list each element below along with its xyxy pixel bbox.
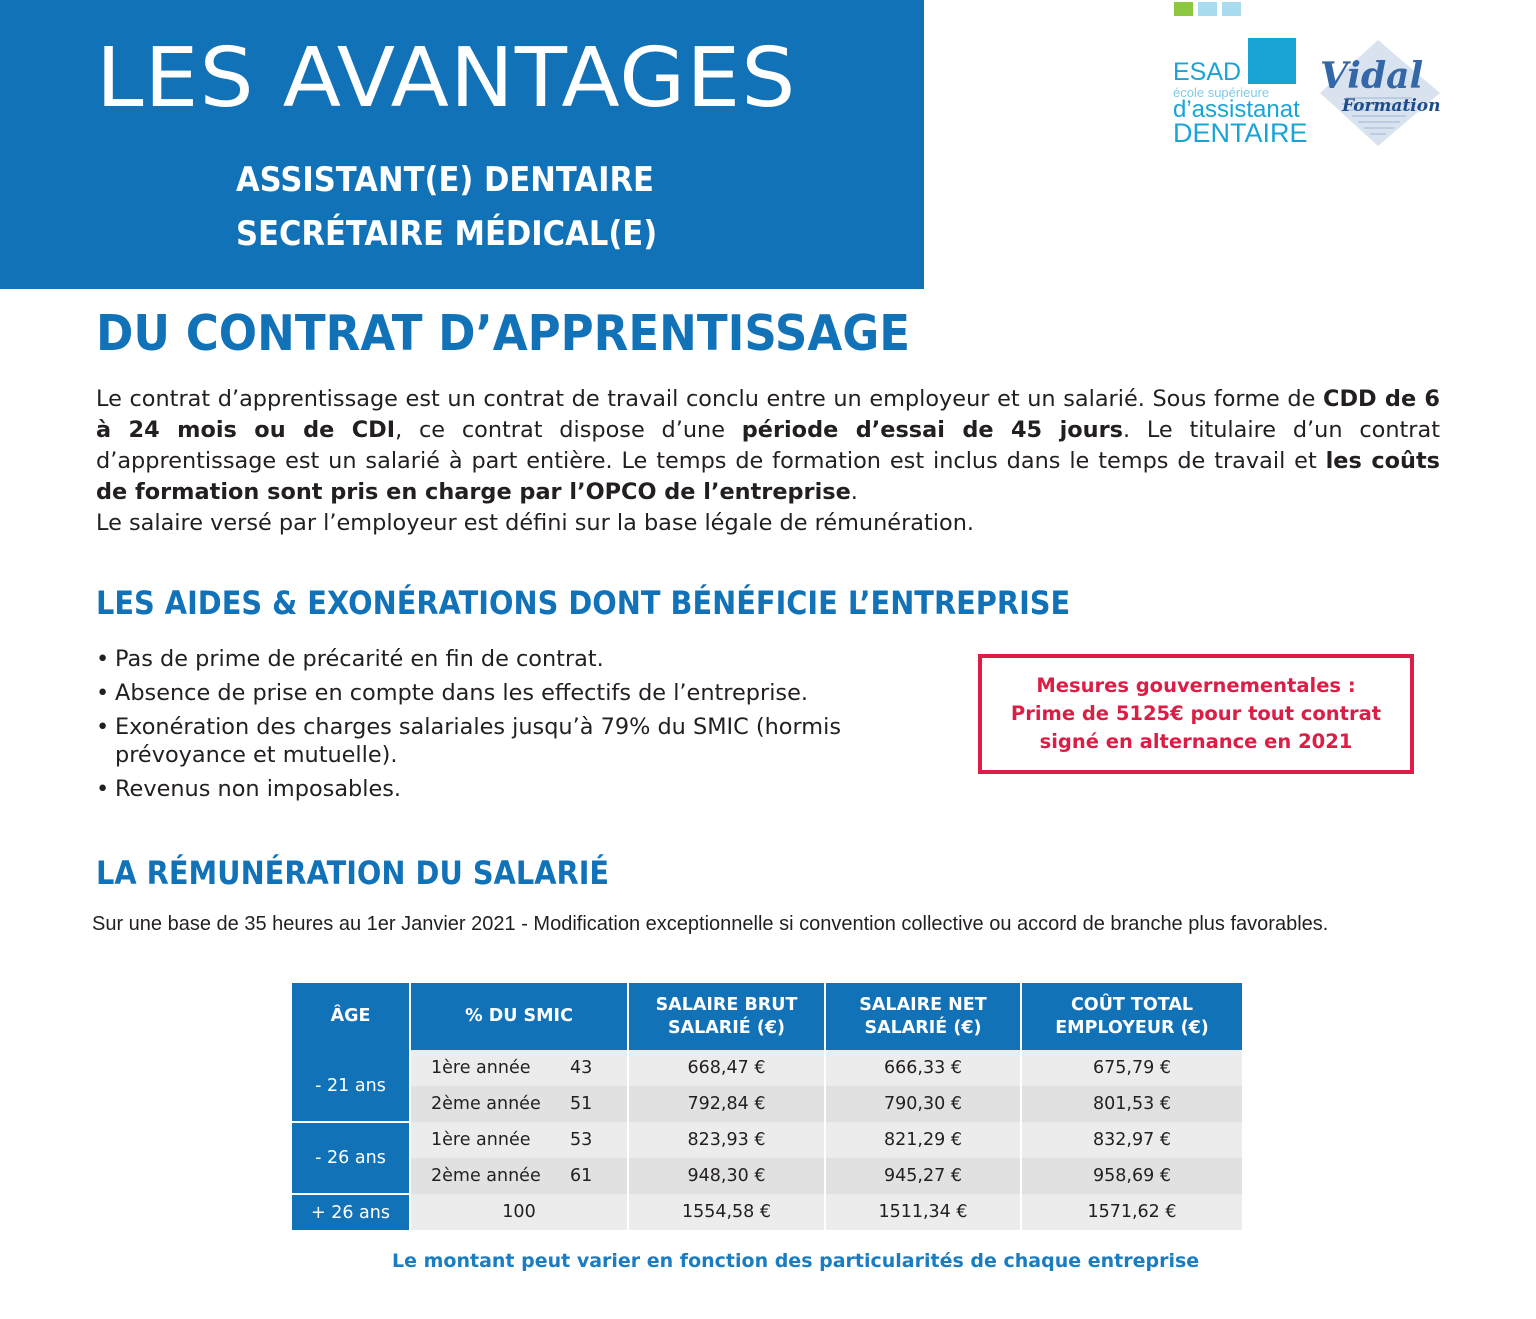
- pct-cell: 61: [550, 1158, 628, 1194]
- brut-cell: 1554,58 €: [628, 1194, 825, 1230]
- vidal-formation-logo: [1316, 38, 1446, 148]
- salary-footnote: Le montant peut varier en fonction des particularités de chaque entreprise: [392, 1250, 1200, 1272]
- intro-text-1: Le contrat d’apprentissage est un contrat de travail conclu entre un employeur et un salarié. Sous forme de: [96, 386, 1324, 412]
- list-item: • Pas de prime de précarité en fin de contrat.: [96, 645, 936, 673]
- vidal-logo-sub: Formation: [1342, 96, 1441, 116]
- header-cout-total: COÛT TOTAL EMPLOYEUR (€): [1021, 983, 1242, 1050]
- age-cell: - 26 ans: [292, 1122, 410, 1194]
- net-cell: 790,30 €: [825, 1086, 1021, 1122]
- intro-paragraph: [96, 384, 1440, 539]
- brut-cell: 948,30 €: [628, 1158, 825, 1194]
- brut-cell: 823,93 €: [628, 1122, 825, 1158]
- intro-bold-training-costs: les coûts de formation sont pris en charge par l’OPCO de l’entreprise: [96, 448, 1440, 505]
- esad-square-green: [1174, 2, 1193, 16]
- year-cell: 1ère année: [410, 1050, 550, 1086]
- banner-title: LES AVANTAGES: [96, 31, 797, 126]
- remuneration-subnote: Sur une base de 35 heures au 1er Janvier 2021 - Modification exceptionnelle si convention collective ou accord de branche plus favorables.: [92, 913, 1329, 935]
- header-salaire-net: SALAIRE NET SALARIÉ (€): [825, 983, 1021, 1050]
- esad-logo-name: ESAD: [1173, 58, 1242, 86]
- age-cell: + 26 ans: [292, 1194, 410, 1230]
- intro-bold-trial-period: période d’essai de 45 jours: [741, 417, 1123, 443]
- list-item: • Exonération des charges salariales jusqu’à 79% du SMIC (hormis prévoyance et mutuelle).: [96, 713, 936, 769]
- banner-subtitle-assistant: ASSISTANT(E) DENTAIRE: [236, 160, 654, 200]
- brut-cell: 792,84 €: [628, 1086, 825, 1122]
- intro-text-salary: Le salaire versé par l’employeur est défini sur la base légale de rémunération.: [96, 510, 975, 536]
- aides-heading: LES AIDES & EXONÉRATIONS DONT BÉNÉFICIE L’ENTREPRISE: [96, 584, 1071, 622]
- intro-text-3: . Le titulaire d’un contrat d’apprentissage est un salarié à part entière. Le temps de formation est inclus dans le temps de travail et: [96, 417, 1441, 474]
- esad-logo-line2: d’assistanat: [1173, 96, 1300, 123]
- net-cell: 821,29 €: [825, 1122, 1021, 1158]
- cout-cell: 958,69 €: [1021, 1158, 1242, 1194]
- cout-cell: 675,79 €: [1021, 1050, 1242, 1086]
- salary-table: [292, 983, 1242, 1230]
- pct-cell: 51: [550, 1086, 628, 1122]
- pct-cell: 100: [410, 1194, 628, 1230]
- vidal-logo-name: Vidal: [1320, 55, 1424, 97]
- aides-list: [96, 645, 936, 809]
- header-banner: [0, 0, 924, 289]
- esad-square-light: [1198, 2, 1217, 16]
- year-cell: 1ère année: [410, 1122, 550, 1158]
- table-header-row: [292, 983, 1242, 1050]
- intro-text-2: , ce contrat dispose d’une: [395, 417, 742, 443]
- banner-subtitle-secretaire: SECRÉTAIRE MÉDICAL(E): [236, 214, 658, 254]
- header-smic: % DU SMIC: [410, 983, 628, 1050]
- table-row: [292, 1194, 1242, 1230]
- net-cell: 945,27 €: [825, 1158, 1021, 1194]
- cout-cell: 1571,62 €: [1021, 1194, 1242, 1230]
- esad-logo-line1: école supérieure: [1173, 85, 1270, 100]
- cout-cell: 801,53 €: [1021, 1086, 1242, 1122]
- esad-square-light-2: [1222, 2, 1241, 16]
- intro-bold-contract-type: CDD de 6 à 24 mois ou de CDI: [96, 386, 1440, 443]
- table-row: [292, 1158, 1242, 1194]
- table-row: [292, 1050, 1242, 1086]
- table-row: [292, 1086, 1242, 1122]
- table-row: [292, 1122, 1242, 1158]
- intro-text-4: .: [850, 479, 858, 505]
- net-cell: 1511,34 €: [825, 1194, 1021, 1230]
- net-cell: 666,33 €: [825, 1050, 1021, 1086]
- header-age: ÂGE: [292, 983, 410, 1050]
- pct-cell: 53: [550, 1122, 628, 1158]
- pct-cell: 43: [550, 1050, 628, 1086]
- list-item: • Revenus non imposables.: [96, 775, 936, 803]
- government-measures-notice: [978, 654, 1414, 774]
- list-item: • Absence de prise en compte dans les effectifs de l’entreprise.: [96, 679, 936, 707]
- esad-square-big: [1248, 38, 1296, 84]
- remuneration-heading: LA RÉMUNÉRATION DU SALARIÉ: [96, 854, 610, 892]
- cout-cell: 832,97 €: [1021, 1122, 1242, 1158]
- age-cell: - 21 ans: [292, 1050, 410, 1122]
- esad-logo-line3: DENTAIRE: [1173, 118, 1308, 148]
- page-title: DU CONTRAT D’APPRENTISSAGE: [96, 305, 911, 362]
- brut-cell: 668,47 €: [628, 1050, 825, 1086]
- year-cell: 2ème année: [410, 1086, 550, 1122]
- header-salaire-brut: SALAIRE BRUT SALARIÉ (€): [628, 983, 825, 1050]
- notice-text: Mesures gouvernementales : Prime de 5125€ pour tout contrat signé en alternance en 2021: [1010, 674, 1382, 753]
- year-cell: 2ème année: [410, 1158, 550, 1194]
